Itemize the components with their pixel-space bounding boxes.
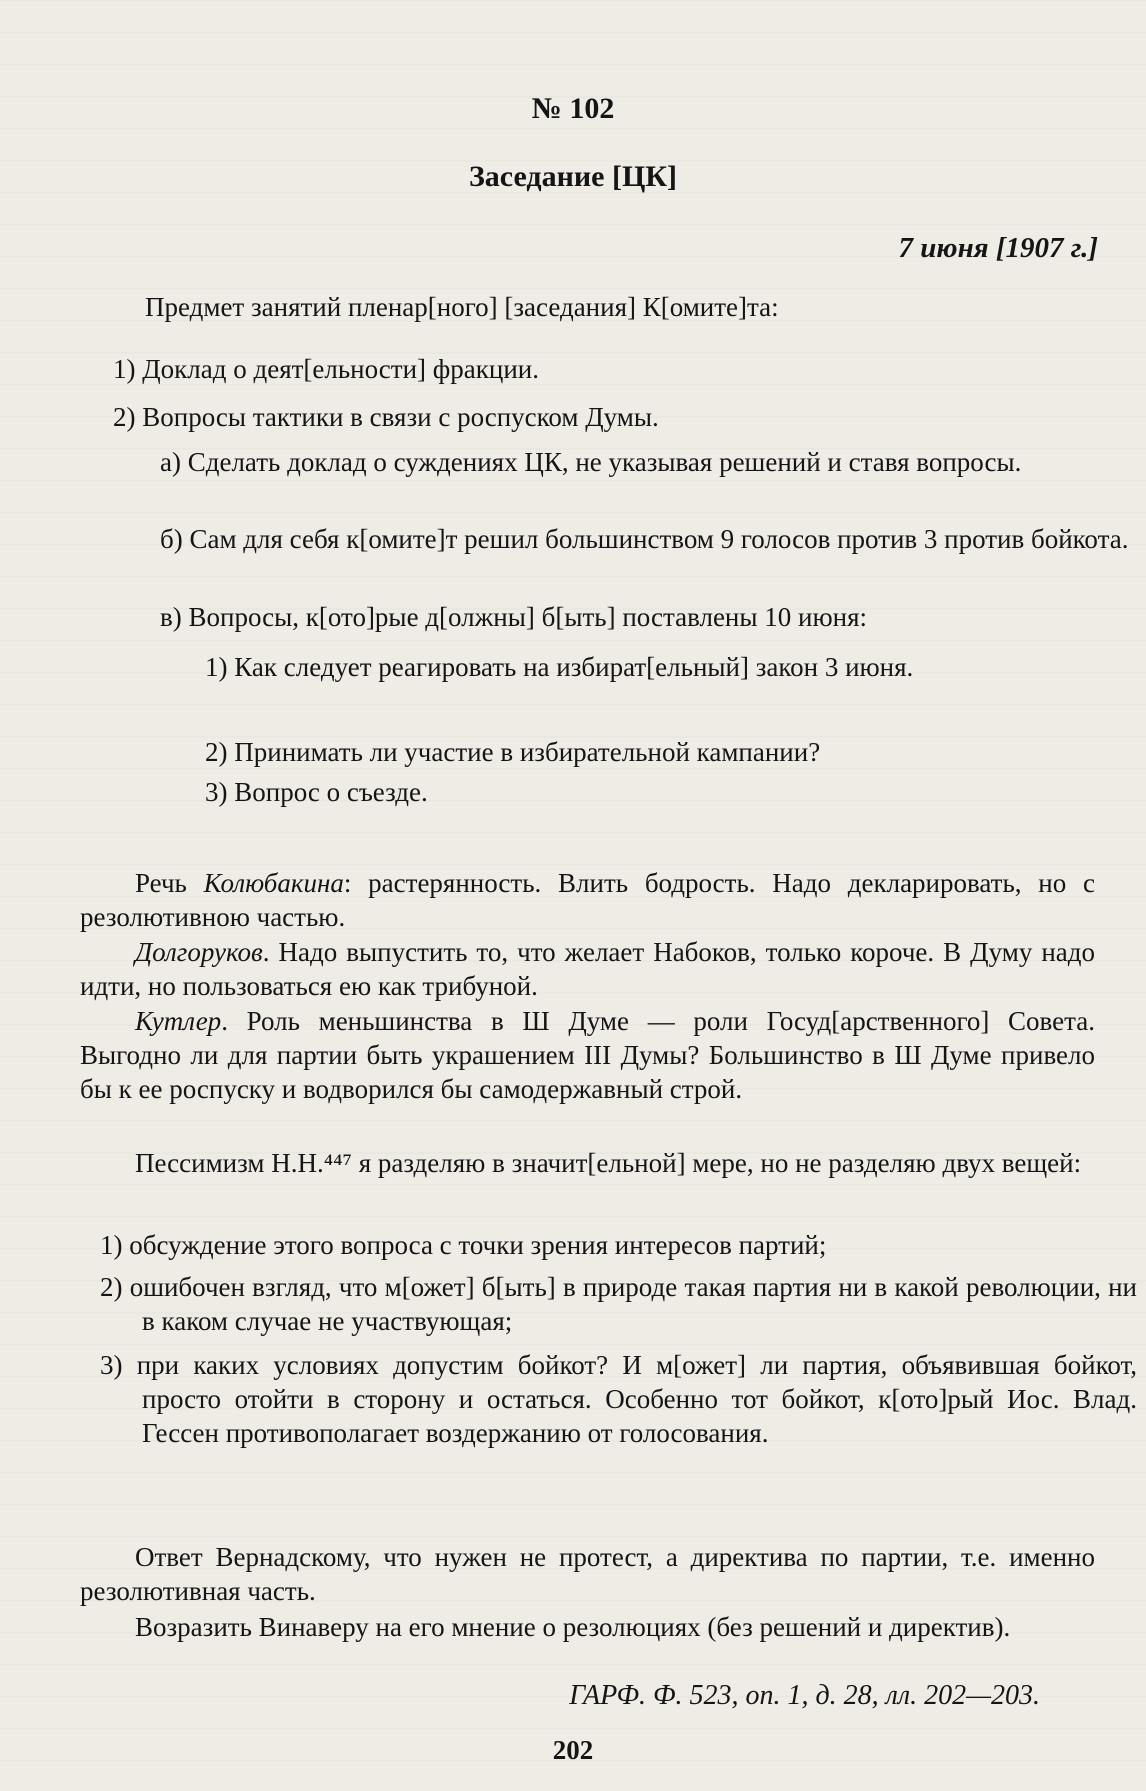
agenda-item-2: 2) Вопросы тактики в связи с роспуском Думы. (113, 402, 659, 432)
document-date: 7 июня [1907 г.] (898, 232, 1098, 264)
speech-dolgorukov-text: . Надо выпустить то, что желает Набоков, только короче. В Думу надо идти, но пользоваться ею как трибуной. (80, 937, 1095, 1001)
speaker-kolyubakin: Колюбакина (203, 868, 344, 898)
agenda-item-1: 1) Доклад о деят[ельности] фракции. (113, 354, 539, 384)
speech-kolyubakin-text: : растерянность. Влить бодрость. Надо декларировать, но с резолютивною частью. (80, 868, 1095, 932)
archival-source: ГАРФ. Ф. 523, оп. 1, д. 28, лл. 202—203. (569, 1680, 1040, 1711)
speech-prefix: Речь (135, 868, 204, 898)
question-2: 2) Принимать ли участие в избирательной кампании? (205, 737, 821, 767)
agenda-intro: Предмет занятий пленар[ного] [заседания] К[омите]та: (145, 292, 779, 322)
speaker-kutler: Кутлер (135, 1006, 222, 1036)
point-3: 3) при каких условиях допустим бойкот? И м[ожет] ли партия, объявившая бойкот, просто отойти в сторону и остаться. Особенно тот бойкот, к[ото]рый Иос. Влад. Гессен противополагает воздержанию от голосования. (100, 1350, 1137, 1448)
speech-dolgorukov (80, 935, 1095, 1003)
page-number: 202 (552, 1735, 594, 1765)
speech-kutler (80, 1004, 1095, 1106)
objection-vinaver: Возразить Винаверу на его мнение о резолюциях (без решений и директив). (135, 1612, 1011, 1642)
document-title: Заседание [ЦК] (468, 160, 678, 193)
agenda-item-2a: а) Сделать доклад о суждениях ЦК, не указывая решений и ставя вопросы. (160, 447, 1022, 477)
speaker-dolgorukov: Долгоруков (135, 937, 263, 967)
point-1: 1) обсуждение этого вопроса с точки зрения интересов партий; (100, 1230, 827, 1260)
answer-vernadsky: Ответ Вернадскому, что нужен не протест, а директива по партии, т.е. именно резолютивная часть. (80, 1542, 1095, 1606)
pessimism-paragraph: Пессимизм Н.Н.⁴⁴⁷ я разделяю в значит[ельной] мере, но не разделяю двух вещей: (135, 1148, 1082, 1178)
document-number: № 102 (531, 92, 615, 125)
agenda-item-2v: в) Вопросы, к[ото]рые д[олжны] б[ыть] поставлены 10 июня: (160, 602, 868, 632)
speech-kolyubakin (80, 866, 1095, 934)
agenda-item-2b: б) Сам для себя к[омите]т решил большинством 9 голосов против 3 против бойкота. (160, 524, 1129, 554)
point-2: 2) ошибочен взгляд, что м[ожет] б[ыть] в природе такая партия ни в какой революции, ни в каком случае не участвующая; (100, 1272, 1137, 1336)
question-1: 1) Как следует реагировать на избират[ельный] закон 3 июня. (205, 652, 914, 682)
speech-kutler-text: . Роль меньшинства в Ш Думе — роли Госуд[арственного] Совета. Выгодно ли для партии быть украшением III Думы? Большинство в Ш Думе привело бы к ее роспуску и водворился бы самодержавный строй. (80, 1006, 1095, 1104)
question-3: 3) Вопрос о съезде. (205, 777, 428, 807)
